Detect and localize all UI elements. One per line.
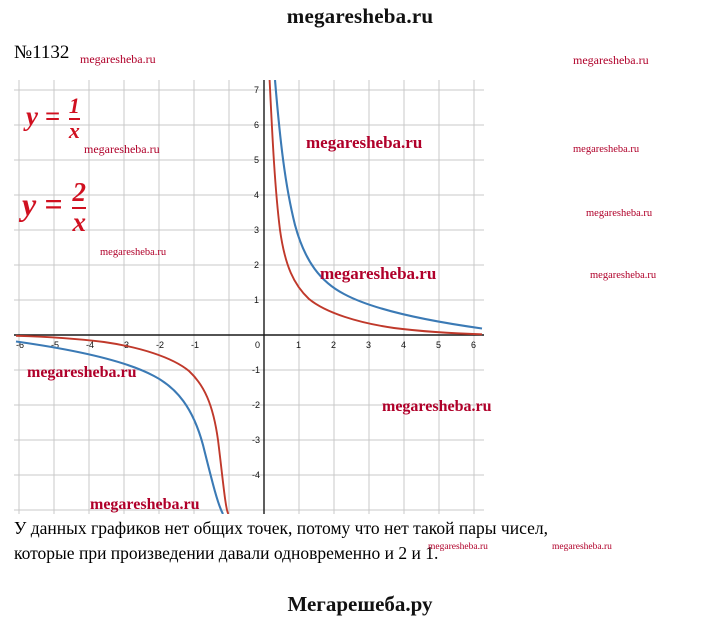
svg-text:7: 7 — [254, 85, 260, 95]
svg-text:-1: -1 — [191, 340, 200, 350]
svg-text:3: 3 — [254, 225, 260, 235]
svg-text:0: 0 — [255, 340, 261, 350]
svg-text:6: 6 — [471, 340, 477, 350]
site-title-bottom: Мегарешеба.ру — [287, 592, 433, 616]
svg-text:-5: -5 — [51, 340, 60, 350]
svg-text:-1: -1 — [252, 365, 261, 375]
watermark: megaresheba.ru — [586, 208, 653, 219]
watermark: megaresheba.ru — [306, 133, 423, 152]
hand-denominator-2: x — [72, 206, 86, 237]
hand-fraction-1 — [68, 93, 80, 143]
svg-text:-3: -3 — [121, 340, 130, 350]
chart-y-tick-labels — [252, 85, 260, 480]
hand-lhs-2: y = — [22, 185, 63, 222]
svg-text:5: 5 — [254, 155, 260, 165]
svg-text:5: 5 — [436, 340, 442, 350]
svg-text:-2: -2 — [156, 340, 165, 350]
watermark: megaresheba.ru — [80, 52, 156, 66]
svg-text:4: 4 — [254, 190, 260, 200]
hand-numerator-2: 2 — [72, 177, 86, 207]
svg-text:-2: -2 — [252, 400, 261, 410]
svg-text:4: 4 — [401, 340, 407, 350]
chart-x-tick-labels — [16, 340, 476, 350]
hand-denominator-1: x — [68, 117, 80, 143]
svg-text:-4: -4 — [252, 470, 261, 480]
watermark: megaresheba.ru — [27, 364, 137, 381]
svg-text:3: 3 — [366, 340, 372, 350]
answer-line-2: которые при произведении давали одновременно и 2 и 1. — [14, 542, 439, 563]
watermark: megaresheba.ru — [573, 144, 640, 155]
hand-fraction-2 — [72, 177, 86, 237]
answer-text — [14, 516, 714, 566]
watermark: megaresheba.ru — [590, 270, 657, 281]
svg-text:1: 1 — [254, 295, 260, 305]
watermark: megaresheba.ru — [100, 247, 167, 258]
watermark: megaresheba.ru — [90, 496, 200, 513]
watermark: megaresheba.ru — [320, 264, 437, 283]
handwritten-label-y-1-over-x — [26, 93, 82, 143]
site-title-top: megaresheba.ru — [286, 4, 434, 28]
svg-text:-6: -6 — [16, 340, 25, 350]
watermark: megaresheba.ru — [382, 398, 492, 415]
svg-text:6: 6 — [254, 120, 260, 130]
task-number: №1132 — [14, 42, 70, 63]
answer-line-1: У данных графиков нет общих точек, потому что нет такой пары чисел, — [14, 518, 548, 538]
watermark: megaresheba.ru — [552, 542, 612, 552]
svg-text:-4: -4 — [86, 340, 95, 350]
svg-text:-3: -3 — [252, 435, 261, 445]
watermark: megaresheba.ru — [573, 53, 649, 67]
svg-text:1: 1 — [296, 340, 302, 350]
handwritten-label-y-2-over-x — [22, 177, 88, 237]
hand-lhs-1: y = — [26, 101, 61, 132]
svg-text:2: 2 — [331, 340, 337, 350]
watermark: megaresheba.ru — [428, 542, 488, 552]
watermark: megaresheba.ru — [84, 142, 160, 156]
hand-numerator-1: 1 — [68, 93, 80, 118]
svg-text:2: 2 — [254, 260, 260, 270]
